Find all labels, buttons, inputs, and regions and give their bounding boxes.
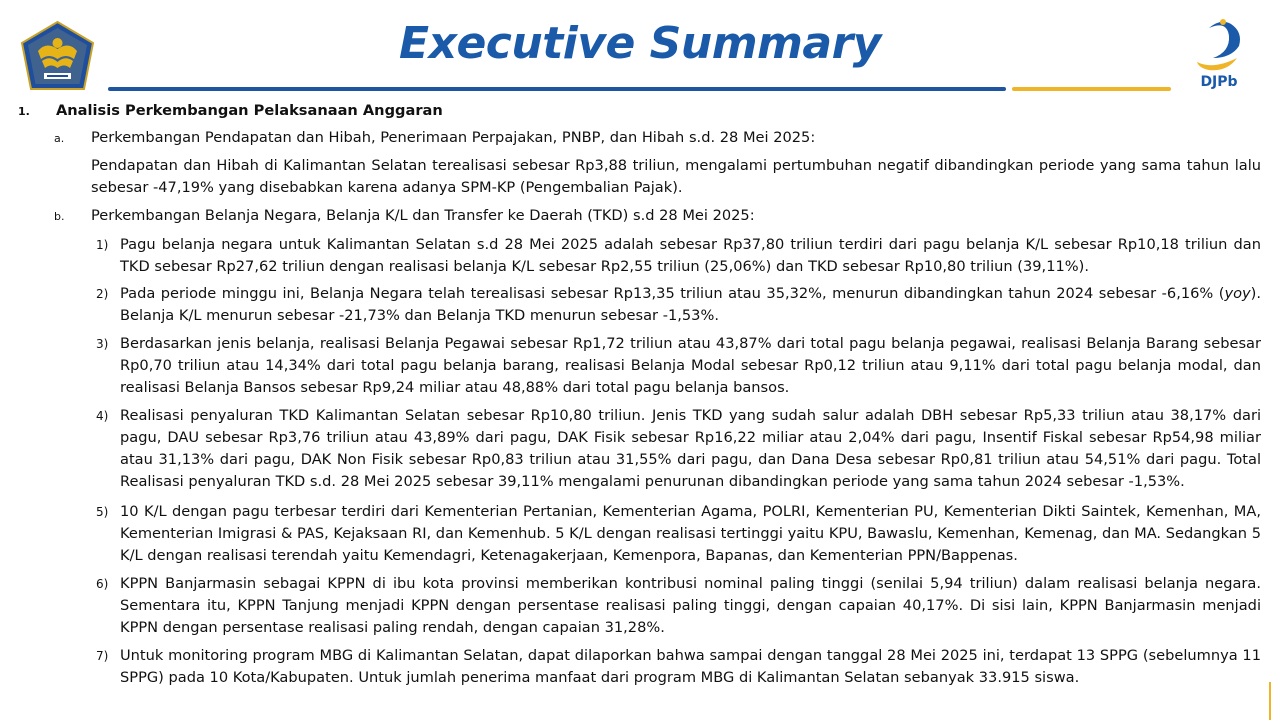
page-title: Executive Summary	[399, 18, 881, 69]
section-number: 1.	[18, 105, 30, 118]
list-item-text	[120, 283, 1261, 327]
list-item-number: 5)	[96, 505, 109, 519]
subsection-b-text: Perkembangan Belanja Negara, Belanja K/L dan Transfer ke Daerah (TKD) s.d 28 Mei 2025:	[91, 207, 755, 224]
list-item-text-part: ). Belanja K/L menurun sebesar -21,73% dan Belanja TKD menurun sebesar -1,53%.	[120, 285, 1261, 324]
list-item-number: 7)	[96, 649, 109, 663]
list-item-text: Pagu belanja negara untuk Kalimantan Selatan s.d 28 Mei 2025 adalah sebesar Rp37,80 triliun terdiri dari pagu belanja K/L sebesar Rp10,18 triliun dan TKD sebesar Rp27,62 triliun dengan realisasi belanja K/L sebesar Rp2,55 triliun (25,06%) dan TKD sebesar Rp10,80 triliun (39,11%).	[120, 236, 1261, 275]
djpb-logo-text: DJPb	[1200, 74, 1238, 90]
djpb-swirl-icon	[1183, 18, 1261, 76]
list-item-number: 4)	[96, 409, 109, 423]
subsection-a-paragraph: Pendapatan dan Hibah di Kalimantan Selatan terealisasi sebesar Rp3,88 triliun, mengalami pertumbuhan negatif dibandingkan periode yang sama tahun lalu sebesar -47,19% yang disebabkan karena adanya SPM-KP (Pengembalian Pajak).	[91, 157, 1261, 196]
section-heading-text: Analisis Perkembangan Pelaksanaan Anggaran	[56, 102, 443, 119]
subsection-a-text: Perkembangan Pendapatan dan Hibah, Penerimaan Perpajakan, PNBP, dan Hibah s.d. 28 Mei 2025:	[91, 129, 816, 146]
title-underline-gold	[1012, 87, 1171, 91]
decorative-edge-line	[1269, 682, 1271, 720]
list-item-number: 3)	[96, 337, 109, 351]
list-item-number: 2)	[96, 287, 109, 301]
list-item-text: Berdasarkan jenis belanja, realisasi Belanja Pegawai sebesar Rp1,72 triliun atau 43,87% dari total pagu belanja pegawai, realisasi Belanja Barang sebesar Rp0,70 triliun atau 14,34% dari total pagu belanja barang, realisasi Belanja Modal sebesar Rp0,12 triliun atau 9,11% dari total pagu belanja modal, dan realisasi Belanja Bansos sebesar Rp9,24 miliar atau 48,88% dari total pagu belanja bansos.	[120, 335, 1261, 396]
subsection-b-marker: b.	[54, 210, 65, 223]
list-item-number: 6)	[96, 577, 109, 591]
title-underline-blue	[108, 87, 1006, 91]
list-item-text: Untuk monitoring program MBG di Kalimantan Selatan, dapat dilaporkan bahwa sampai dengan tanggal 28 Mei 2025 ini, terdapat 13 SPPG (sebelumnya 11 SPPG) pada 10 Kota/Kabupaten. Untuk jumlah penerima manfaat dari program MBG di Kalimantan Selatan sebanyak 33.915 siswa.	[120, 647, 1261, 686]
yoy-italic-text: yoy	[1224, 285, 1251, 302]
list-item-text-part: Pada periode minggu ini, Belanja Negara telah terealisasi sebesar Rp13,35 triliun atau 35,32%, menurun dibandingkan tahun 2024 sebesar -6,16% (	[120, 285, 1225, 302]
list-item-number: 1)	[96, 238, 109, 252]
djpb-logo	[1183, 18, 1261, 94]
list-item-text: Realisasi penyaluran TKD Kalimantan Selatan sebesar Rp10,80 triliun. Jenis TKD yang sudah salur adalah DBH sebesar Rp5,33 triliun atau 38,17% dari pagu, DAU sebesar Rp3,76 triliun atau 43,89% dari pagu, DAK Fisik sebesar Rp16,22 miliar atau 2,04% dari pagu, Insentif Fiskal sebesar Rp54,98 miliar atau 31,13% dari pagu, DAK Non Fisik sebesar Rp0,83 triliun atau 31,55% dari pagu, dan Dana Desa sebesar Rp0,81 triliun atau 54,51% dari pagu. Total Realisasi penyaluran TKD s.d. 28 Mei 2025 sebesar 39,11% mengalami penurunan dibandingkan periode yang sama tahun 2024 sebesar -1,53%.	[120, 407, 1261, 490]
list-item-text: 10 K/L dengan pagu terbesar terdiri dari Kementerian Pertanian, Kementerian Agama, POLRI, Kementerian PU, Kementerian Dikti Saintek, Kemenhan, MA, Kementerian Imigrasi & PAS, Kejaksaan RI, dan Kemenhub. 5 K/L dengan realisasi tertinggi yaitu KPU, Bawaslu, Kemenhan, Kemenag, dan MA. Sedangkan 5 K/L dengan realisasi terendah yaitu Kemendagri, Ketenagakerjaan, Kemenpora, Bapanas, dan Kementerian PPN/Bappenas.	[120, 503, 1261, 564]
list-item-text: KPPN Banjarmasin sebagai KPPN di ibu kota provinsi memberikan kontribusi nominal paling tinggi (senilai 5,94 triliun) dalam realisasi belanja negara. Sementara itu, KPPN Tanjung menjadi KPPN dengan persentase realisasi paling tinggi, dengan capaian 40,17%. Di sisi lain, KPPN Banjarmasin menjadi KPPN dengan persentase realisasi paling rendah, dengan capaian 31,28%.	[120, 575, 1261, 636]
subsection-a-marker: a.	[54, 132, 65, 145]
